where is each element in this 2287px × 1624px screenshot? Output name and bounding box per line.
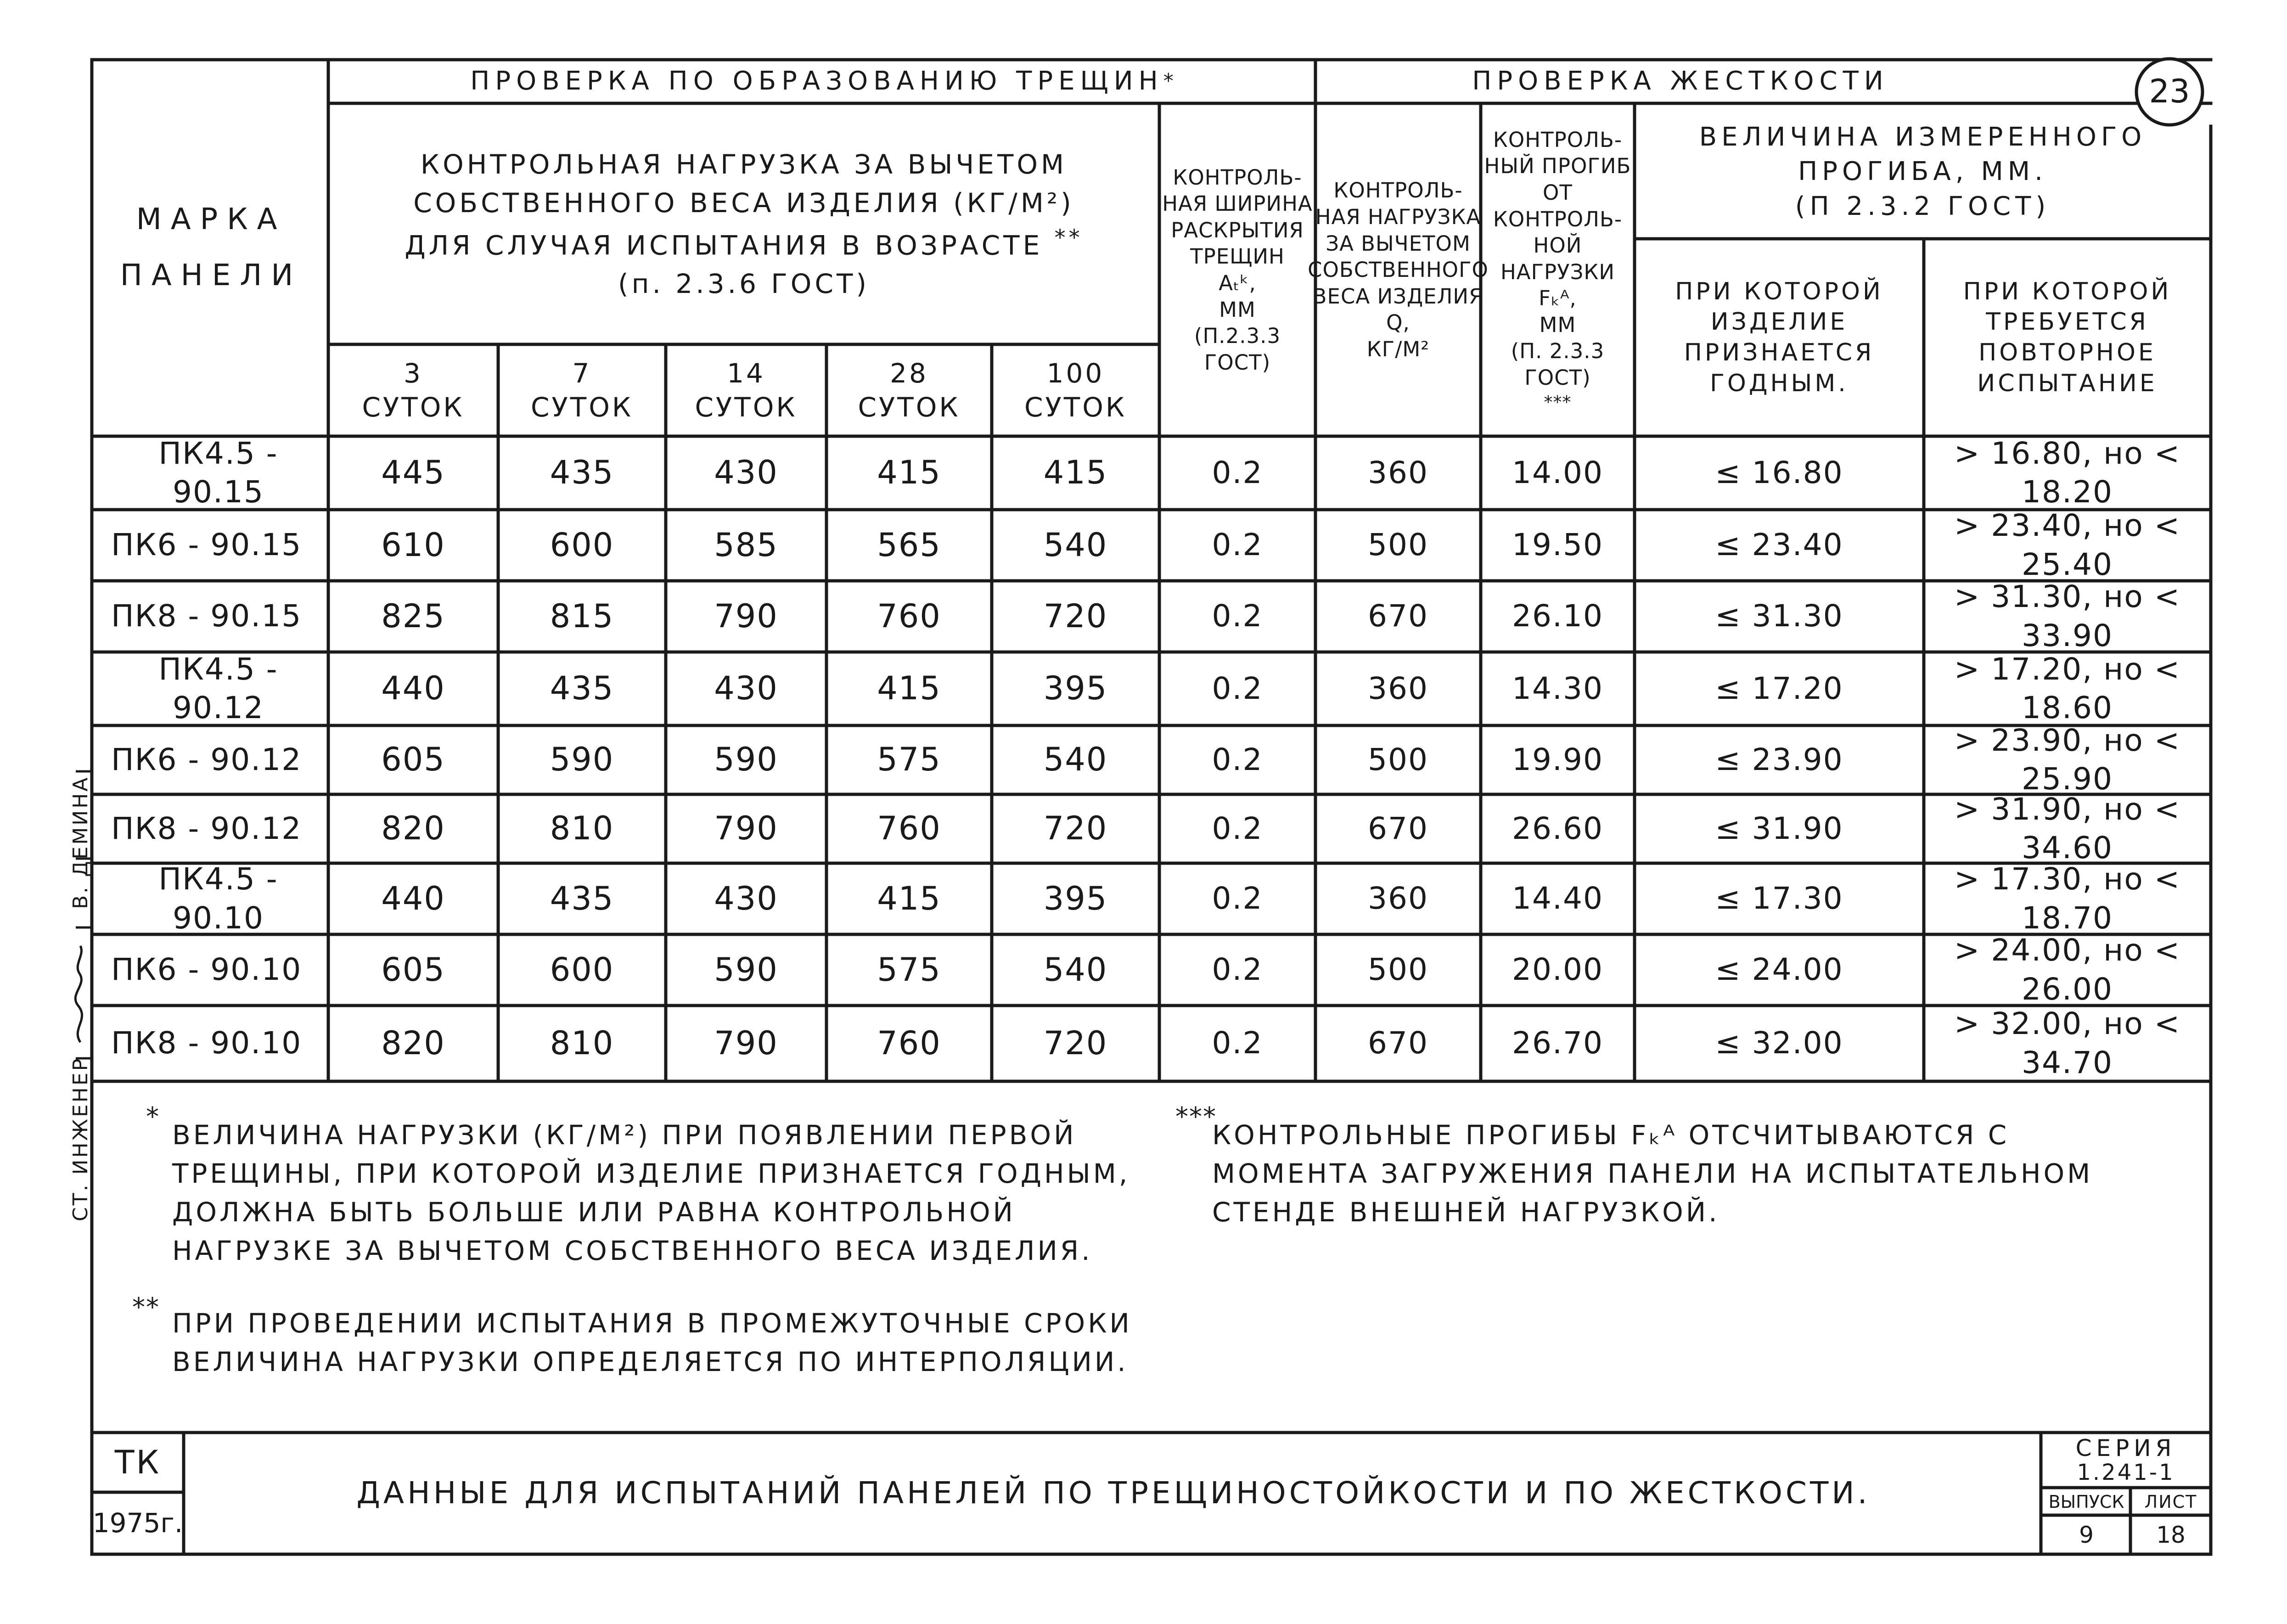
crack-width-cell: 0.2 (1212, 1025, 1263, 1061)
series-label: СЕРИЯ (2075, 1435, 2176, 1461)
measured-retest-cell: > 31.90, но < 34.60 (1954, 791, 2180, 865)
measured-retest-cell: > 17.20, но < 18.60 (1954, 651, 2180, 725)
load-14-days-cell: 430 (714, 879, 778, 917)
control-deflection-cell: 26.10 (1512, 598, 1603, 634)
load-28-days-cell: 760 (877, 597, 941, 635)
stiffness-load-cell: 670 (1368, 810, 1428, 846)
measured-retest-cell: > 16.80, но < 18.20 (1954, 435, 2180, 510)
load-3-days-cell: 440 (381, 669, 445, 708)
panel-mark-cell: ПК8 - 90.15 (111, 598, 302, 634)
control-load-footnote-mark: ** (1054, 225, 1083, 251)
age-header-28-days: 28 СУТОК (858, 357, 961, 423)
note-3-mark: *** (1175, 1102, 1217, 1132)
load-3-days-cell: 445 (381, 454, 445, 492)
load-100-days-cell: 395 (1043, 669, 1108, 708)
control-deflection-header (1483, 107, 1632, 433)
panel-mark-cell: ПК6 - 90.10 (111, 952, 302, 988)
crack-check-title: ПРОВЕРКА ПО ОБРАЗОВАНИЮ ТРЕЩИН (470, 66, 1163, 96)
issue-value: 9 (2079, 1522, 2094, 1548)
load-3-days-cell: 605 (381, 950, 445, 989)
load-3-days-cell: 610 (381, 526, 445, 564)
load-7-days-cell: 435 (550, 669, 614, 708)
control-load-title: КОНТРОЛЬНАЯ НАГРУЗКА ЗА ВЫЧЕТОМ СОБСТВЕННОГО ВЕСА ИЗДЕЛИЯ (КГ/М²) ДЛЯ СЛУЧАЯ ИСПЫТАНИЯ В ВОЗРАСТЕ (405, 148, 1074, 261)
measured-ok-cell: ≤ 32.00 (1715, 1025, 1843, 1061)
measured-retest-cell: > 32.00, но < 34.70 (1954, 1006, 2180, 1080)
load-7-days-cell: 435 (550, 454, 614, 492)
note-2-mark: ** (132, 1292, 160, 1322)
note-1: ВЕЛИЧИНА НАГРУЗКИ (КГ/М²) ПРИ ПОЯВЛЕНИИ ПЕРВОЙ ТРЕЩИНЫ, ПРИ КОТОРОЙ ИЗДЕЛИЕ ПРИЗНАЕТСЯ ГОДНЫМ, ДОЛЖНА БЫТЬ БОЛЬШЕ ИЛИ РАВНА КОНТРОЛЬНОЙ НАГРУЗКЕ ЗА ВЫЧЕТОМ СОБСТВЕННОГО ВЕСА ИЗДЕЛИЯ. (172, 1119, 1130, 1266)
load-100-days-cell: 720 (1043, 809, 1108, 848)
stiffness-load-cell: 360 (1368, 881, 1428, 916)
load-7-days-cell: 590 (550, 741, 614, 779)
control-load-reference: (п. 2.3.6 ГОСТ) (618, 268, 870, 300)
control-deflection-cell: 14.30 (1512, 670, 1603, 706)
panel-mark-header: МАРКА ПАНЕЛИ (120, 202, 303, 292)
control-deflection-cell: 20.00 (1512, 952, 1603, 988)
measured-retest-header: ПРИ КОТОРОЙ ТРЕБУЕТСЯ ПОВТОРНОЕ ИСПЫТАНИЕ (1963, 277, 2172, 397)
panel-mark-cell: ПК4.5 - 90.15 (158, 435, 278, 510)
stiffness-load-cell: 360 (1368, 670, 1428, 706)
crack-width-cell: 0.2 (1212, 742, 1263, 777)
load-28-days-cell: 760 (877, 1024, 941, 1062)
load-14-days-cell: 790 (714, 1024, 778, 1062)
engineer-name: В. ДЕМИНА (69, 775, 92, 909)
engineer-label: СТ. ИНЖЕНЕР (69, 1056, 92, 1221)
stiffness-load-cell: 500 (1368, 952, 1428, 988)
measured-retest-cell: > 24.00, но < 26.00 (1954, 933, 2180, 1007)
crack-width-cell: 0.2 (1212, 598, 1263, 634)
load-3-days-cell: 825 (381, 597, 445, 635)
note-3: КОНТРОЛЬНЫЕ ПРОГИБЫ Fₖᴬ ОТСЧИТЫВАЮТСЯ С МОМЕНТА ЗАГРУЖЕНИЯ ПАНЕЛИ НА ИСПЫТАТЕЛЬНОМ СТЕНДЕ ВНЕШНЕЙ НАГРУЗКОЙ. (1212, 1119, 2093, 1228)
issue-label: ВЫПУСК (2048, 1491, 2124, 1512)
measured-ok-cell: ≤ 31.30 (1715, 598, 1843, 634)
measured-ok-cell: ≤ 23.40 (1715, 527, 1843, 563)
panel-mark-cell: ПК4.5 - 90.12 (158, 651, 278, 725)
organization-code: ТК (114, 1444, 161, 1482)
crack-width-header: КОНТРОЛЬ- НАЯ ШИРИНА РАСКРЫТИЯ ТРЕЩИН Aₜᵏ, ММ (П.2.3.3 ГОСТ) (1162, 165, 1313, 375)
control-deflection-cell: 14.00 (1512, 455, 1603, 490)
load-28-days-cell: 415 (877, 454, 941, 492)
load-3-days-cell: 820 (381, 809, 445, 848)
control-deflection-cell: 26.70 (1512, 1025, 1603, 1061)
load-14-days-cell: 430 (714, 454, 778, 492)
load-14-days-cell: 585 (714, 526, 778, 564)
panel-mark-cell: ПК4.5 - 90.10 (158, 861, 278, 936)
control-deflection-footnote-mark: *** (1544, 392, 1572, 412)
load-14-days-cell: 790 (714, 597, 778, 635)
panel-mark-cell: ПК6 - 90.15 (111, 527, 302, 563)
stiffness-load-cell: 500 (1368, 527, 1428, 563)
load-100-days-cell: 395 (1043, 879, 1108, 917)
load-7-days-cell: 600 (550, 526, 614, 564)
panel-mark-cell: ПК6 - 90.12 (111, 742, 302, 777)
measured-ok-cell: ≤ 17.20 (1715, 670, 1843, 706)
measured-deflection-header: ВЕЛИЧИНА ИЗМЕРЕННОГО ПРОГИБА, ММ. (П 2.3.2 ГОСТ) (1699, 122, 2147, 221)
control-deflection-cell: 19.50 (1512, 527, 1603, 563)
load-28-days-cell: 565 (877, 526, 941, 564)
stiffness-load-cell: 670 (1368, 1025, 1428, 1061)
stiffness-load-cell: 670 (1368, 598, 1428, 634)
measured-retest-cell: > 23.40, но < 25.40 (1954, 508, 2180, 582)
load-7-days-cell: 810 (550, 809, 614, 848)
crack-check-footnote-mark: * (1163, 69, 1174, 93)
load-28-days-cell: 415 (877, 879, 941, 917)
load-3-days-cell: 440 (381, 879, 445, 917)
note-2: ПРИ ПРОВЕДЕНИИ ИСПЫТАНИЯ В ПРОМЕЖУТОЧНЫЕ СРОКИ ВЕЛИЧИНА НАГРУЗКИ ОПРЕДЕЛЯЕТСЯ ПО ИНТЕРПОЛЯЦИИ. (172, 1308, 1132, 1377)
load-100-days-cell: 720 (1043, 1024, 1108, 1062)
drawing-title: ДАННЫЕ ДЛЯ ИСПЫТАНИЙ ПАНЕЛЕЙ ПО ТРЕЩИНОСТОЙКОСТИ И ПО ЖЕСТКОСТИ. (356, 1475, 1871, 1511)
series-value: 1.241-1 (2077, 1460, 2175, 1486)
control-load-header (331, 107, 1157, 342)
load-14-days-cell: 590 (714, 741, 778, 779)
drawing-year: 1975г. (92, 1507, 183, 1539)
note-1-mark: * (146, 1102, 160, 1132)
measured-retest-cell: > 17.30, но < 18.70 (1954, 861, 2180, 936)
load-7-days-cell: 815 (550, 597, 614, 635)
load-100-days-cell: 540 (1043, 950, 1108, 989)
crack-check-group-header (331, 61, 1313, 101)
crack-width-cell: 0.2 (1212, 455, 1263, 490)
age-header-14-days: 14 СУТОК (695, 357, 798, 423)
measured-retest-cell: > 31.30, но < 33.90 (1954, 579, 2180, 653)
load-7-days-cell: 600 (550, 950, 614, 989)
crack-width-cell: 0.2 (1212, 881, 1263, 916)
panel-mark-cell: ПК8 - 90.12 (111, 810, 302, 846)
stiffness-load-header: КОНТРОЛЬ- НАЯ НАГРУЗКА ЗА ВЫЧЕТОМ СОБСТВЕННОГО ВЕСА ИЗДЕЛИЯ Q, КГ/М² (1308, 178, 1489, 361)
age-header-100-days: 100 СУТОК (1024, 357, 1127, 423)
crack-width-cell: 0.2 (1212, 952, 1263, 988)
control-deflection-title: КОНТРОЛЬ- НЫЙ ПРОГИБ ОТ КОНТРОЛЬ- НОЙ НАГРУЗКИ Fₖᴬ, ММ (П. 2.3.3 ГОСТ) (1484, 127, 1631, 390)
crack-width-cell: 0.2 (1212, 670, 1263, 706)
measured-ok-cell: ≤ 31.90 (1715, 810, 1843, 846)
load-28-days-cell: 760 (877, 809, 941, 848)
panel-mark-cell: ПК8 - 90.10 (111, 1025, 302, 1061)
measured-ok-cell: ≤ 23.90 (1715, 742, 1843, 777)
load-3-days-cell: 605 (381, 741, 445, 779)
measured-ok-header: ПРИ КОТОРОЙ ИЗДЕЛИЕ ПРИЗНАЕТСЯ ГОДНЫМ. (1675, 277, 1883, 397)
crack-width-cell: 0.2 (1212, 527, 1263, 563)
load-100-days-cell: 720 (1043, 597, 1108, 635)
stiffness-load-cell: 360 (1368, 455, 1428, 490)
sheet-label: ЛИСТ (2144, 1491, 2197, 1512)
load-14-days-cell: 590 (714, 950, 778, 989)
load-7-days-cell: 810 (550, 1024, 614, 1062)
sheet-badge: 23 (2149, 73, 2190, 111)
control-deflection-cell: 26.60 (1512, 810, 1603, 846)
measured-ok-cell: ≤ 16.80 (1715, 455, 1843, 490)
age-header-3-days: 3 СУТОК (362, 357, 465, 423)
load-28-days-cell: 575 (877, 950, 941, 989)
load-3-days-cell: 820 (381, 1024, 445, 1062)
stiffness-check-group-header: ПРОВЕРКА ЖЕСТКОСТИ (1472, 66, 1889, 96)
load-14-days-cell: 430 (714, 669, 778, 708)
sheet-value: 18 (2156, 1522, 2186, 1548)
age-header-7-days: 7 СУТОК (530, 357, 634, 423)
load-7-days-cell: 435 (550, 879, 614, 917)
load-100-days-cell: 415 (1043, 454, 1108, 492)
signature-strip-ticks (73, 725, 92, 1240)
load-28-days-cell: 415 (877, 669, 941, 708)
load-100-days-cell: 540 (1043, 741, 1108, 779)
measured-ok-cell: ≤ 24.00 (1715, 952, 1843, 988)
load-14-days-cell: 790 (714, 809, 778, 848)
measured-retest-cell: > 23.90, но < 25.90 (1954, 722, 2180, 797)
stiffness-load-cell: 500 (1368, 742, 1428, 777)
load-28-days-cell: 575 (877, 741, 941, 779)
load-100-days-cell: 540 (1043, 526, 1108, 564)
measured-ok-cell: ≤ 17.30 (1715, 881, 1843, 916)
control-deflection-cell: 14.40 (1512, 881, 1603, 916)
crack-width-cell: 0.2 (1212, 810, 1263, 846)
control-deflection-cell: 19.90 (1512, 742, 1603, 777)
